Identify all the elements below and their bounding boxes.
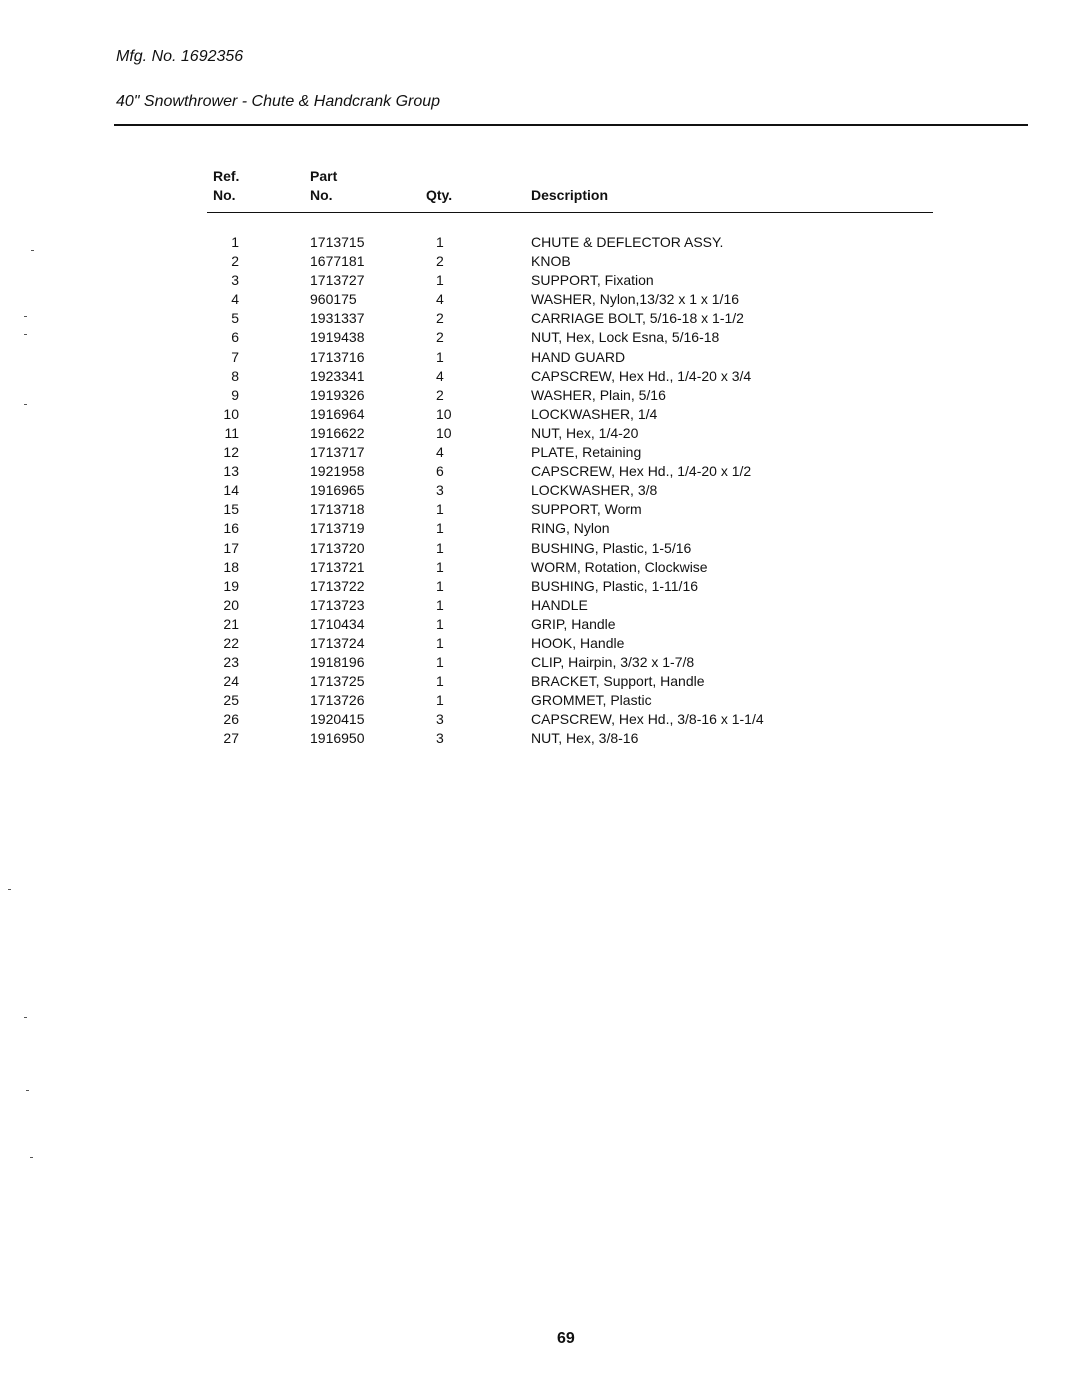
ref-no-cell: 16	[223, 520, 239, 537]
table-row	[0, 290, 1080, 309]
table-row	[0, 653, 1080, 672]
table-row	[0, 729, 1080, 748]
part-no-cell: 1713718	[310, 501, 365, 518]
table-row	[0, 233, 1080, 252]
description-cell: SUPPORT, Fixation	[531, 272, 654, 289]
ref-no-cell: 17	[223, 539, 239, 556]
table-header-divider	[207, 212, 933, 213]
description-cell: CARRIAGE BOLT, 5/16-18 x 1-1/2	[531, 310, 744, 327]
qty-cell: 6	[436, 463, 444, 480]
qty-cell: 1	[436, 272, 444, 289]
table-row	[0, 558, 1080, 577]
description-cell: HANDLE	[531, 596, 588, 613]
ref-no-cell: 22	[223, 634, 239, 651]
qty-cell: 3	[436, 482, 444, 499]
qty-cell: 1	[436, 520, 444, 537]
ref-no-cell: 20	[223, 596, 239, 613]
table-row	[0, 691, 1080, 710]
ref-no-cell: 27	[223, 730, 239, 747]
description-cell: NUT, Hex, 3/8-16	[531, 730, 639, 747]
ref-no-cell: 3	[231, 272, 239, 289]
page-number: 69	[557, 1330, 575, 1347]
description-cell: KNOB	[531, 253, 571, 270]
table-row	[0, 328, 1080, 347]
qty-cell: 2	[436, 386, 444, 403]
table-row	[0, 367, 1080, 386]
table-row	[0, 386, 1080, 405]
table-row	[0, 577, 1080, 596]
column-header-ref-line1: Ref.	[213, 168, 240, 184]
qty-cell: 4	[436, 291, 444, 308]
scan-speck	[24, 316, 27, 317]
table-row	[0, 615, 1080, 634]
qty-cell: 1	[436, 234, 444, 250]
part-no-cell: 1713725	[310, 673, 365, 690]
part-no-cell: 1710434	[310, 615, 365, 632]
part-no-cell: 1713727	[310, 272, 365, 289]
scan-speck	[30, 1157, 33, 1158]
ref-no-cell: 7	[231, 348, 239, 365]
part-no-cell: 1923341	[310, 367, 365, 384]
description-cell: WORM, Rotation, Clockwise	[531, 558, 708, 575]
ref-no-cell: 11	[224, 424, 239, 441]
qty-cell: 1	[436, 577, 444, 594]
table-row	[0, 405, 1080, 424]
part-no-cell: 1921958	[310, 463, 365, 480]
part-no-cell: 1916622	[310, 424, 365, 441]
description-cell: NUT, Hex, Lock Esna, 5/16-18	[531, 329, 720, 346]
column-header-part-line2: No.	[310, 187, 333, 203]
qty-cell: 2	[436, 253, 444, 270]
scan-speck	[8, 889, 11, 890]
description-cell: GROMMET, Plastic	[531, 692, 652, 709]
table-row	[0, 252, 1080, 271]
scan-speck	[31, 250, 34, 251]
qty-cell: 1	[436, 596, 444, 613]
ref-no-cell: 9	[231, 386, 239, 403]
description-cell: BUSHING, Plastic, 1-11/16	[531, 577, 699, 594]
table-row	[0, 672, 1080, 691]
part-no-cell: 1713721	[310, 558, 365, 575]
ref-no-cell: 24	[223, 673, 239, 690]
description-cell: LOCKWASHER, 3/8	[531, 482, 658, 499]
ref-no-cell: 19	[223, 577, 239, 594]
table-row	[0, 309, 1080, 328]
description-cell: BUSHING, Plastic, 1-5/16	[531, 539, 692, 556]
table-row	[0, 443, 1080, 462]
ref-no-cell: 18	[223, 558, 239, 575]
description-cell: NUT, Hex, 1/4-20	[531, 424, 639, 441]
qty-cell: 4	[436, 367, 444, 384]
part-no-cell: 1931337	[310, 310, 365, 327]
column-header-part-line1: Part	[310, 168, 338, 184]
description-cell: HAND GUARD	[531, 348, 626, 365]
part-no-cell: 1919438	[310, 329, 365, 346]
ref-no-cell: 14	[223, 482, 239, 499]
scan-speck	[26, 1090, 29, 1091]
part-no-cell: 1713724	[310, 634, 365, 651]
description-cell: CAPSCREW, Hex Hd., 1/4-20 x 1/2	[531, 463, 752, 480]
scan-speck	[24, 1017, 27, 1018]
scan-speck	[24, 404, 27, 405]
qty-cell: 1	[436, 634, 444, 651]
ref-no-cell: 2	[231, 253, 239, 270]
part-no-cell: 1713726	[310, 692, 365, 709]
manufacturer-number: Mfg. No. 1692356	[116, 48, 244, 65]
part-no-cell: 1916965	[310, 482, 365, 499]
description-cell: BRACKET, Support, Handle	[531, 673, 705, 690]
part-no-cell: 1713716	[310, 348, 365, 365]
table-row	[0, 539, 1080, 558]
ref-no-cell: 21	[223, 615, 239, 632]
table-row	[0, 462, 1080, 481]
table-row	[0, 500, 1080, 519]
parts-table	[0, 233, 1080, 749]
description-cell: WASHER, Nylon,13/32 x 1 x 1/16	[531, 291, 740, 308]
part-no-cell: 1713722	[310, 577, 365, 594]
ref-no-cell: 4	[231, 291, 239, 308]
qty-cell: 3	[436, 730, 444, 747]
ref-no-cell: 13	[223, 463, 239, 480]
qty-cell: 4	[436, 444, 444, 461]
part-no-cell: 1713723	[310, 596, 365, 613]
part-no-cell: 1677181	[310, 253, 365, 270]
ref-no-cell: 25	[223, 692, 239, 709]
part-no-cell: 1916950	[310, 730, 365, 747]
part-no-cell: 1713715	[310, 234, 365, 250]
ref-no-cell: 8	[231, 367, 239, 384]
table-row	[0, 710, 1080, 729]
qty-cell: 1	[436, 654, 444, 671]
qty-cell: 2	[436, 310, 444, 327]
table-row	[0, 271, 1080, 290]
qty-cell: 1	[436, 539, 444, 556]
qty-cell: 1	[436, 558, 444, 575]
part-no-cell: 1713717	[310, 444, 365, 461]
ref-no-cell: 15	[223, 501, 239, 518]
column-header-description: Description	[531, 187, 609, 203]
qty-cell: 3	[436, 711, 444, 728]
ref-no-cell: 12	[223, 444, 239, 461]
qty-cell: 10	[436, 424, 452, 441]
qty-cell: 10	[436, 405, 452, 422]
ref-no-cell: 10	[223, 405, 239, 422]
header-divider	[114, 124, 1028, 126]
qty-cell: 1	[436, 615, 444, 632]
qty-cell: 1	[436, 501, 444, 518]
qty-cell: 1	[436, 673, 444, 690]
description-cell: HOOK, Handle	[531, 634, 625, 651]
table-row	[0, 348, 1080, 367]
column-header-qty: Qty.	[426, 187, 453, 203]
ref-no-cell: 5	[231, 310, 239, 327]
qty-cell: 1	[436, 692, 444, 709]
description-cell: SUPPORT, Worm	[531, 501, 642, 518]
description-cell: CLIP, Hairpin, 3/32 x 1-7/8	[531, 654, 695, 671]
description-cell: PLATE, Retaining	[531, 444, 642, 461]
table-row	[0, 424, 1080, 443]
table-row	[0, 596, 1080, 615]
description-cell: LOCKWASHER, 1/4	[531, 405, 658, 422]
scan-speck	[24, 334, 27, 335]
page-title: 40" Snowthrower - Chute & Handcrank Group	[116, 93, 441, 110]
part-no-cell: 1713719	[310, 520, 365, 537]
ref-no-cell: 6	[231, 329, 239, 346]
part-no-cell: 1919326	[310, 386, 365, 403]
part-no-cell: 1918196	[310, 654, 365, 671]
table-row	[0, 634, 1080, 653]
qty-cell: 1	[436, 348, 444, 365]
description-cell: CAPSCREW, Hex Hd., 3/8-16 x 1-1/4	[531, 711, 764, 728]
part-no-cell: 1916964	[310, 405, 365, 422]
ref-no-cell: 26	[223, 711, 239, 728]
part-no-cell: 1920415	[310, 711, 365, 728]
description-cell: CHUTE & DEFLECTOR ASSY.	[531, 234, 724, 250]
part-no-cell: 1713720	[310, 539, 365, 556]
description-cell: GRIP, Handle	[531, 615, 616, 632]
table-row	[0, 519, 1080, 538]
column-header-ref-line2: No.	[213, 187, 236, 203]
qty-cell: 2	[436, 329, 444, 346]
part-no-cell: 960175	[310, 291, 357, 308]
description-cell: WASHER, Plain, 5/16	[531, 386, 666, 403]
table-row	[0, 481, 1080, 500]
ref-no-cell: 1	[231, 234, 239, 250]
description-cell: CAPSCREW, Hex Hd., 1/4-20 x 3/4	[531, 367, 752, 384]
ref-no-cell: 23	[223, 654, 239, 671]
description-cell: RING, Nylon	[531, 520, 610, 537]
